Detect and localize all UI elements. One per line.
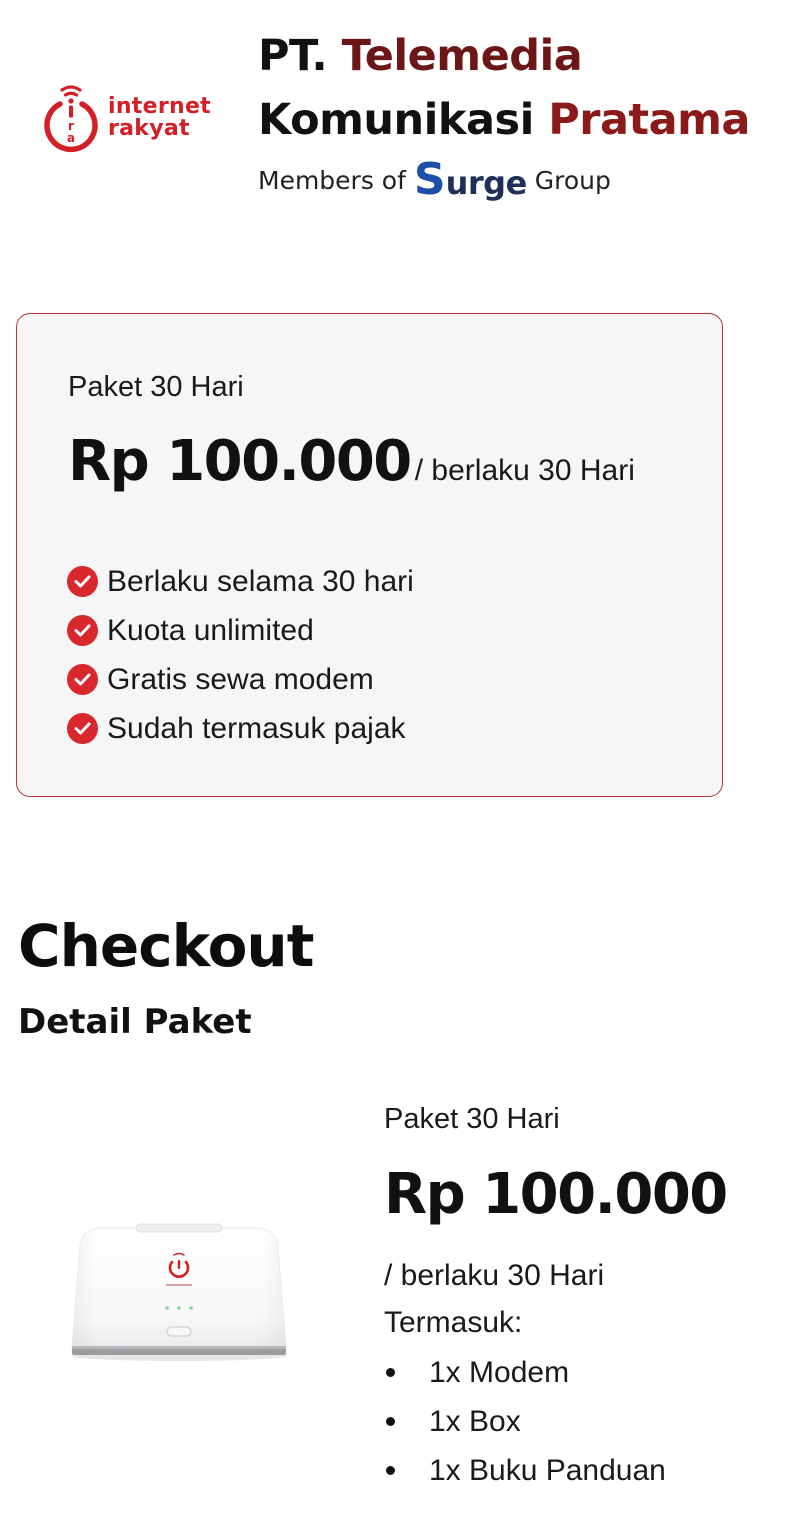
detail-package-period: / berlaku 30 Hari xyxy=(384,1259,605,1292)
package-detail xyxy=(384,1098,784,1495)
plan-card[interactable] xyxy=(16,313,723,797)
detail-paket-title: Detail Paket xyxy=(18,1002,252,1042)
feature-item xyxy=(67,704,414,753)
item-label: 1x Box xyxy=(429,1404,521,1438)
company-pratama: Pratama xyxy=(548,95,750,145)
ira-power-wifi-icon xyxy=(38,82,104,154)
members-suffix: Group xyxy=(534,165,611,195)
feature-item xyxy=(67,655,414,704)
feature-label: Sudah termasuk pajak xyxy=(107,711,406,745)
internet-rakyat-logo[interactable] xyxy=(38,78,238,158)
feature-label: Kuota unlimited xyxy=(107,613,314,647)
company-prefix: PT. xyxy=(258,31,342,81)
members-prefix: Members of xyxy=(258,165,406,195)
detail-package-price: Rp 100.000 xyxy=(384,1162,727,1227)
bullet-icon xyxy=(386,1368,395,1377)
feature-label: Gratis sewa modem xyxy=(107,662,374,696)
company-name-line1 xyxy=(258,24,778,88)
list-item xyxy=(384,1397,784,1446)
logo-wordmark xyxy=(108,96,211,140)
bullet-icon xyxy=(386,1466,395,1475)
logo-text-internet: internet xyxy=(108,94,211,119)
company-telemedia: Telemedia xyxy=(341,31,583,81)
plan-period: / berlaku 30 Hari xyxy=(414,454,635,487)
surge-logo-rest: urge xyxy=(445,164,527,202)
list-item xyxy=(384,1348,784,1397)
includes-list xyxy=(384,1348,784,1495)
surge-logo-initial: S xyxy=(413,154,446,205)
check-circle-icon xyxy=(67,566,98,597)
company-komunikasi: Komunikasi xyxy=(258,95,549,145)
plan-price-row xyxy=(68,429,635,494)
feature-label: Berlaku selama 30 hari xyxy=(107,564,414,598)
includes-label: Termasuk: xyxy=(384,1306,523,1339)
bullet-icon xyxy=(386,1417,395,1426)
check-circle-icon xyxy=(67,664,98,695)
detail-package-name: Paket 30 Hari xyxy=(384,1103,560,1135)
check-circle-icon xyxy=(67,713,98,744)
check-circle-icon xyxy=(67,615,98,646)
surge-logo xyxy=(413,154,527,205)
company-name xyxy=(258,24,778,152)
logo-text-rakyat: rakyat xyxy=(108,116,190,141)
company-name-line2 xyxy=(258,88,778,152)
list-item xyxy=(384,1446,784,1495)
members-of-surge xyxy=(258,155,611,205)
modem-image xyxy=(66,1218,292,1364)
plan-name: Paket 30 Hari xyxy=(68,371,244,403)
item-label: 1x Buku Panduan xyxy=(429,1453,666,1487)
item-label: 1x Modem xyxy=(429,1355,570,1389)
plan-features xyxy=(67,557,414,753)
checkout-title: Checkout xyxy=(18,912,314,980)
feature-item xyxy=(67,606,414,655)
feature-item xyxy=(67,557,414,606)
svg-text:r: r xyxy=(68,119,74,133)
header xyxy=(0,0,800,230)
svg-text:a: a xyxy=(66,131,76,145)
plan-price: Rp 100.000 xyxy=(68,429,411,494)
